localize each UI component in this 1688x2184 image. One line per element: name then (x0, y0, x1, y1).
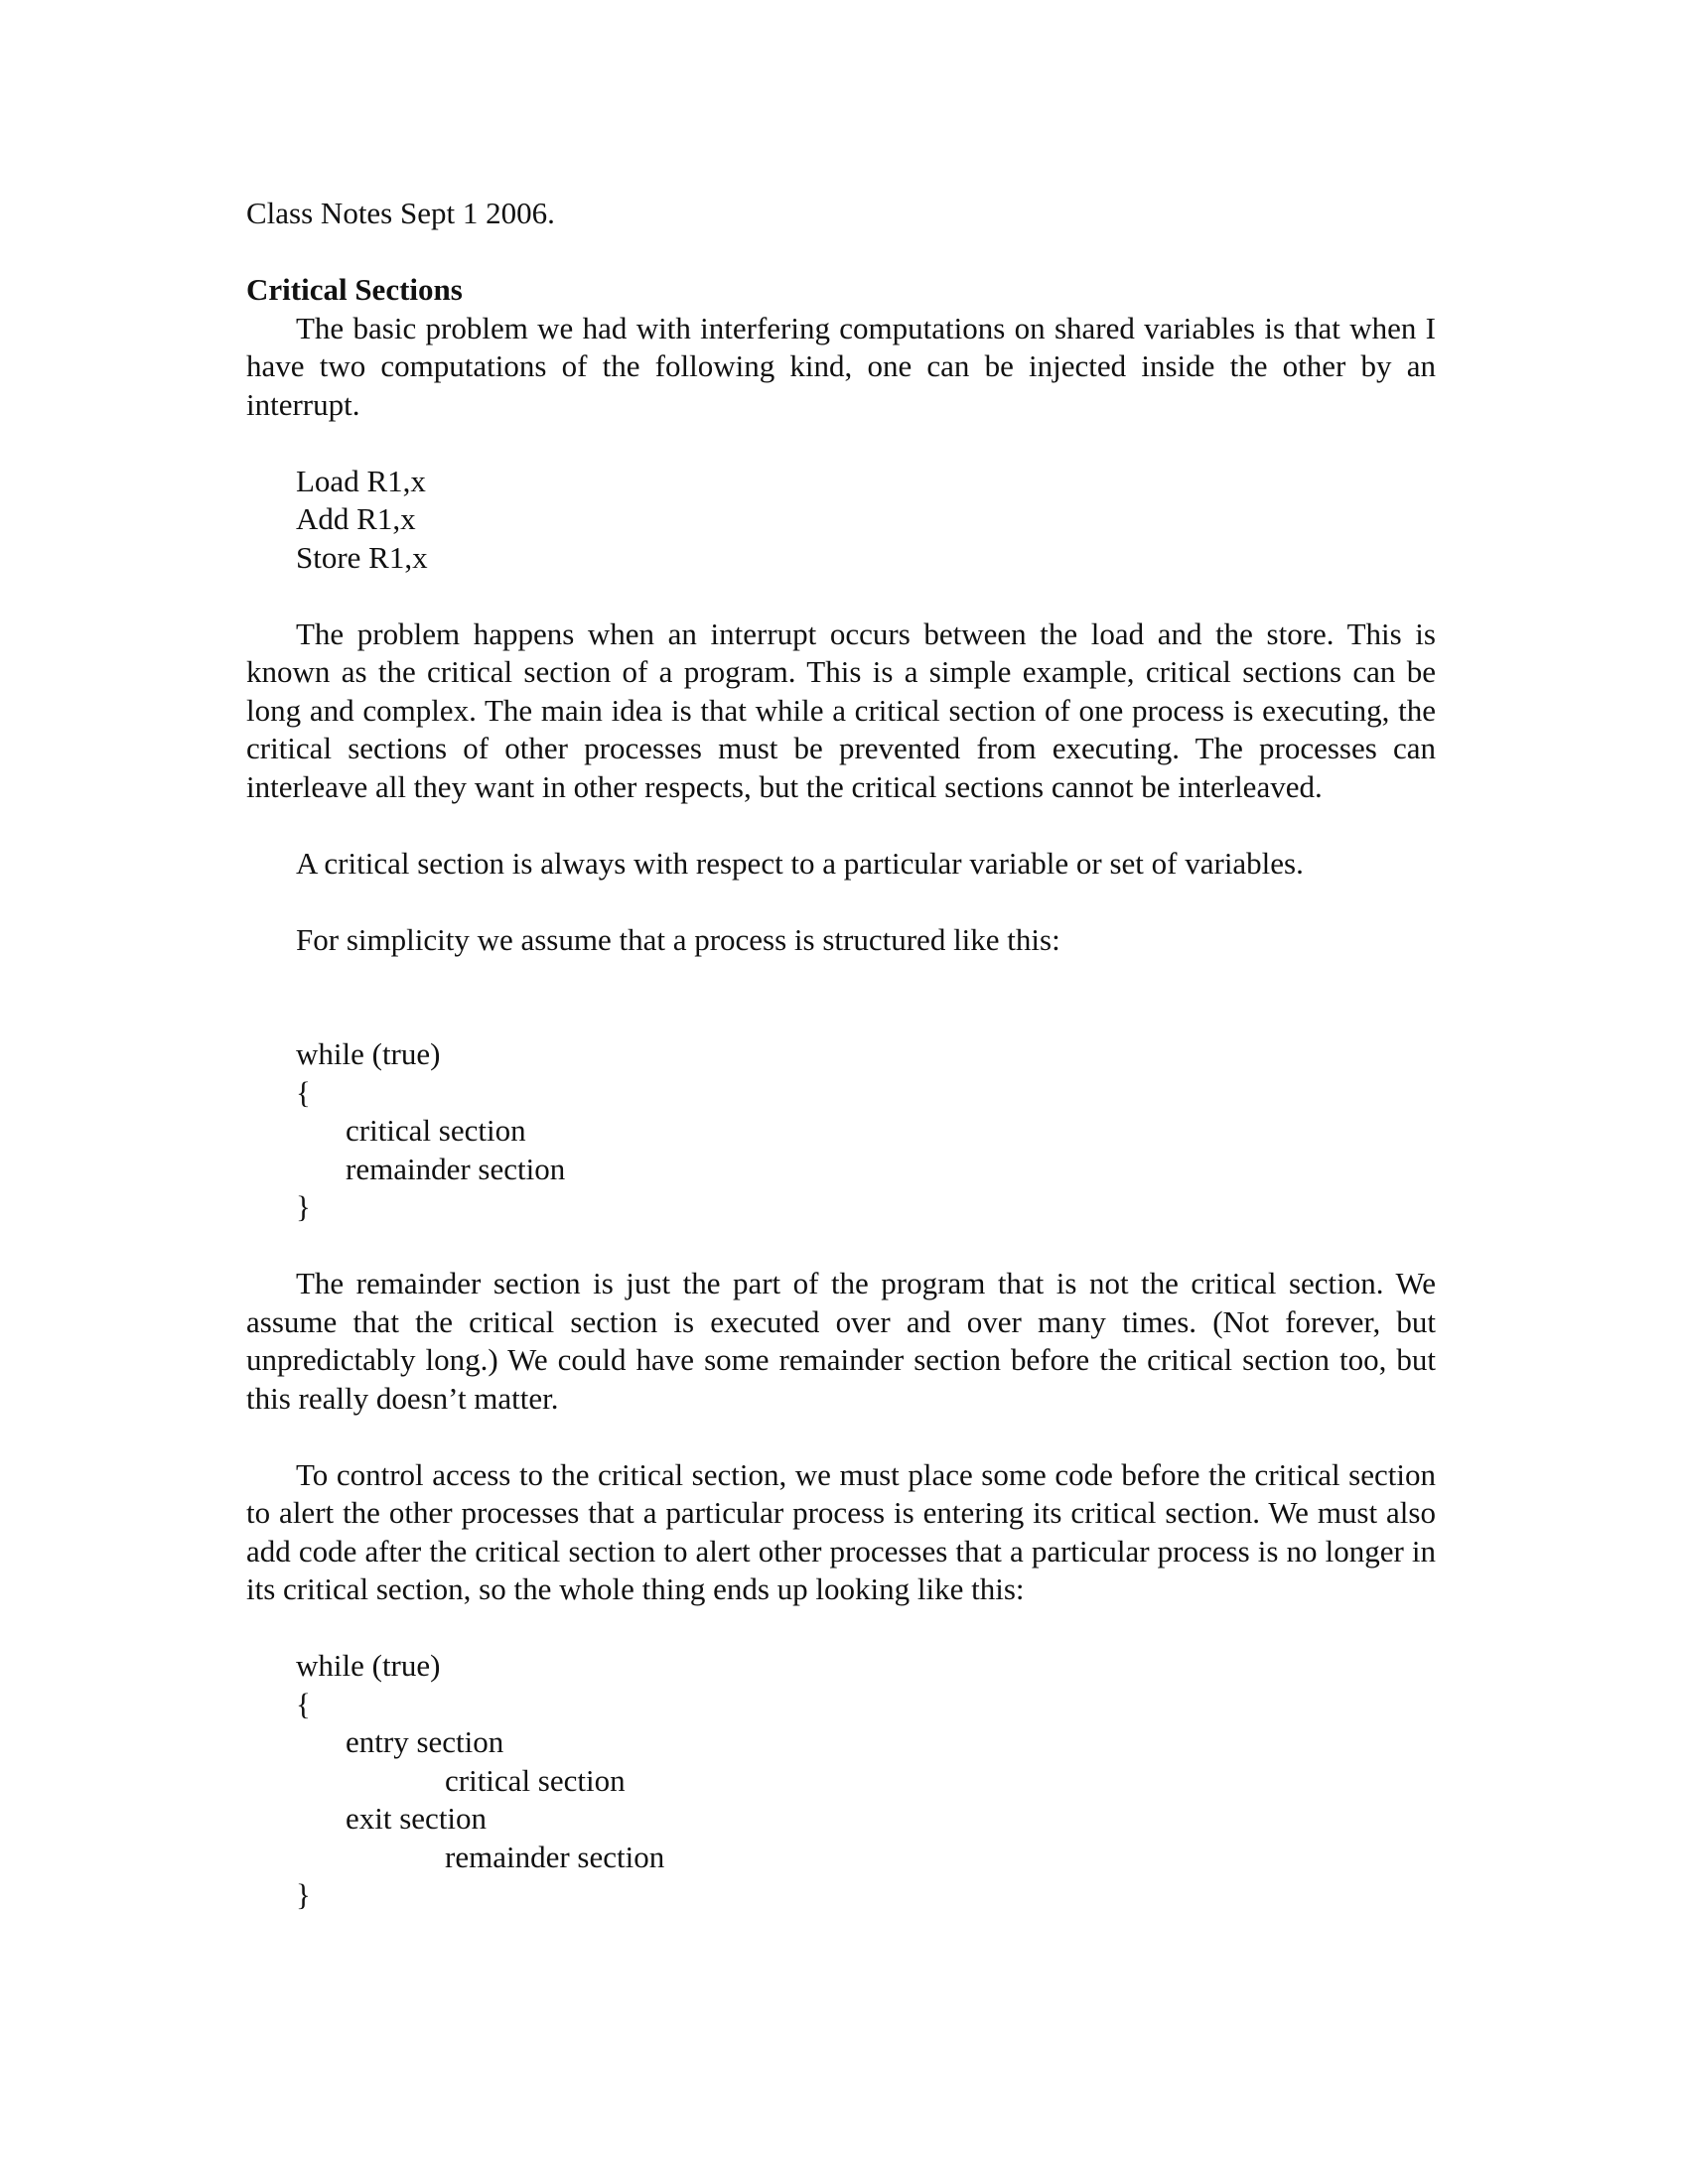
paragraph-respect: A critical section is always with respect to a particular variable or set of variables. (296, 845, 1304, 881)
section-heading: Critical Sections (246, 272, 463, 307)
code-line: Add R1,x (296, 501, 416, 536)
code-line: Load R1,x (296, 463, 426, 498)
code-line: exit section (346, 1801, 488, 1836)
document-page (246, 195, 1436, 1915)
code-line: } (296, 1189, 311, 1224)
code-line: remainder section (346, 1151, 566, 1186)
code-line: } (296, 1877, 311, 1912)
code-line: critical section (346, 1113, 526, 1148)
code-line: while (true) (296, 1648, 441, 1683)
paragraph-intro: The basic problem we had with interfering computations on shared variables is that when I have two computations of the following kind, one can be injected inside the other by an interrupt. (246, 310, 1436, 422)
code-block-loop-full (246, 1647, 1436, 1915)
code-block-assembly (246, 463, 1436, 578)
paragraph-problem: The problem happens when an interrupt occurs between the load and the store. This is known as the critical section of a program. This is a simple example, critical sections can be long and complex. The main idea is that while a critical section of one process is executing, the critical sections of other processes must be prevented from executing. The processes can interleave all they want in other respects, but the critical sections cannot be interleaved. (246, 615, 1436, 804)
code-line: { (296, 1686, 311, 1721)
code-line: remainder section (445, 1839, 665, 1874)
code-line: critical section (445, 1762, 626, 1798)
paragraph-remainder: The remainder section is just the part of the program that is not the critical section. We assume that the critical section is executed over and over many times. (Not forever, but unpredictably long.) We could have some remainder section before the critical section too, but this really doesn’t matter. (246, 1266, 1436, 1416)
code-block-loop-simple (246, 1035, 1436, 1227)
code-line: Store R1,x (296, 539, 428, 575)
paragraph-control: To control access to the critical section, we must place some code before the critical section to alert the other processes that a particular process is entering its critical section. We must also add code after the critical section to alert other processes that a particular process is no longer in its critical section, so the whole thing ends up looking like this: (246, 1456, 1436, 1606)
paragraph-simplicity: For simplicity we assume that a process is structured like this: (296, 921, 1060, 957)
document-title: Class Notes Sept 1 2006. (246, 196, 555, 230)
code-line: entry section (346, 1724, 504, 1759)
code-line: { (296, 1074, 311, 1110)
code-line: while (true) (296, 1036, 441, 1071)
